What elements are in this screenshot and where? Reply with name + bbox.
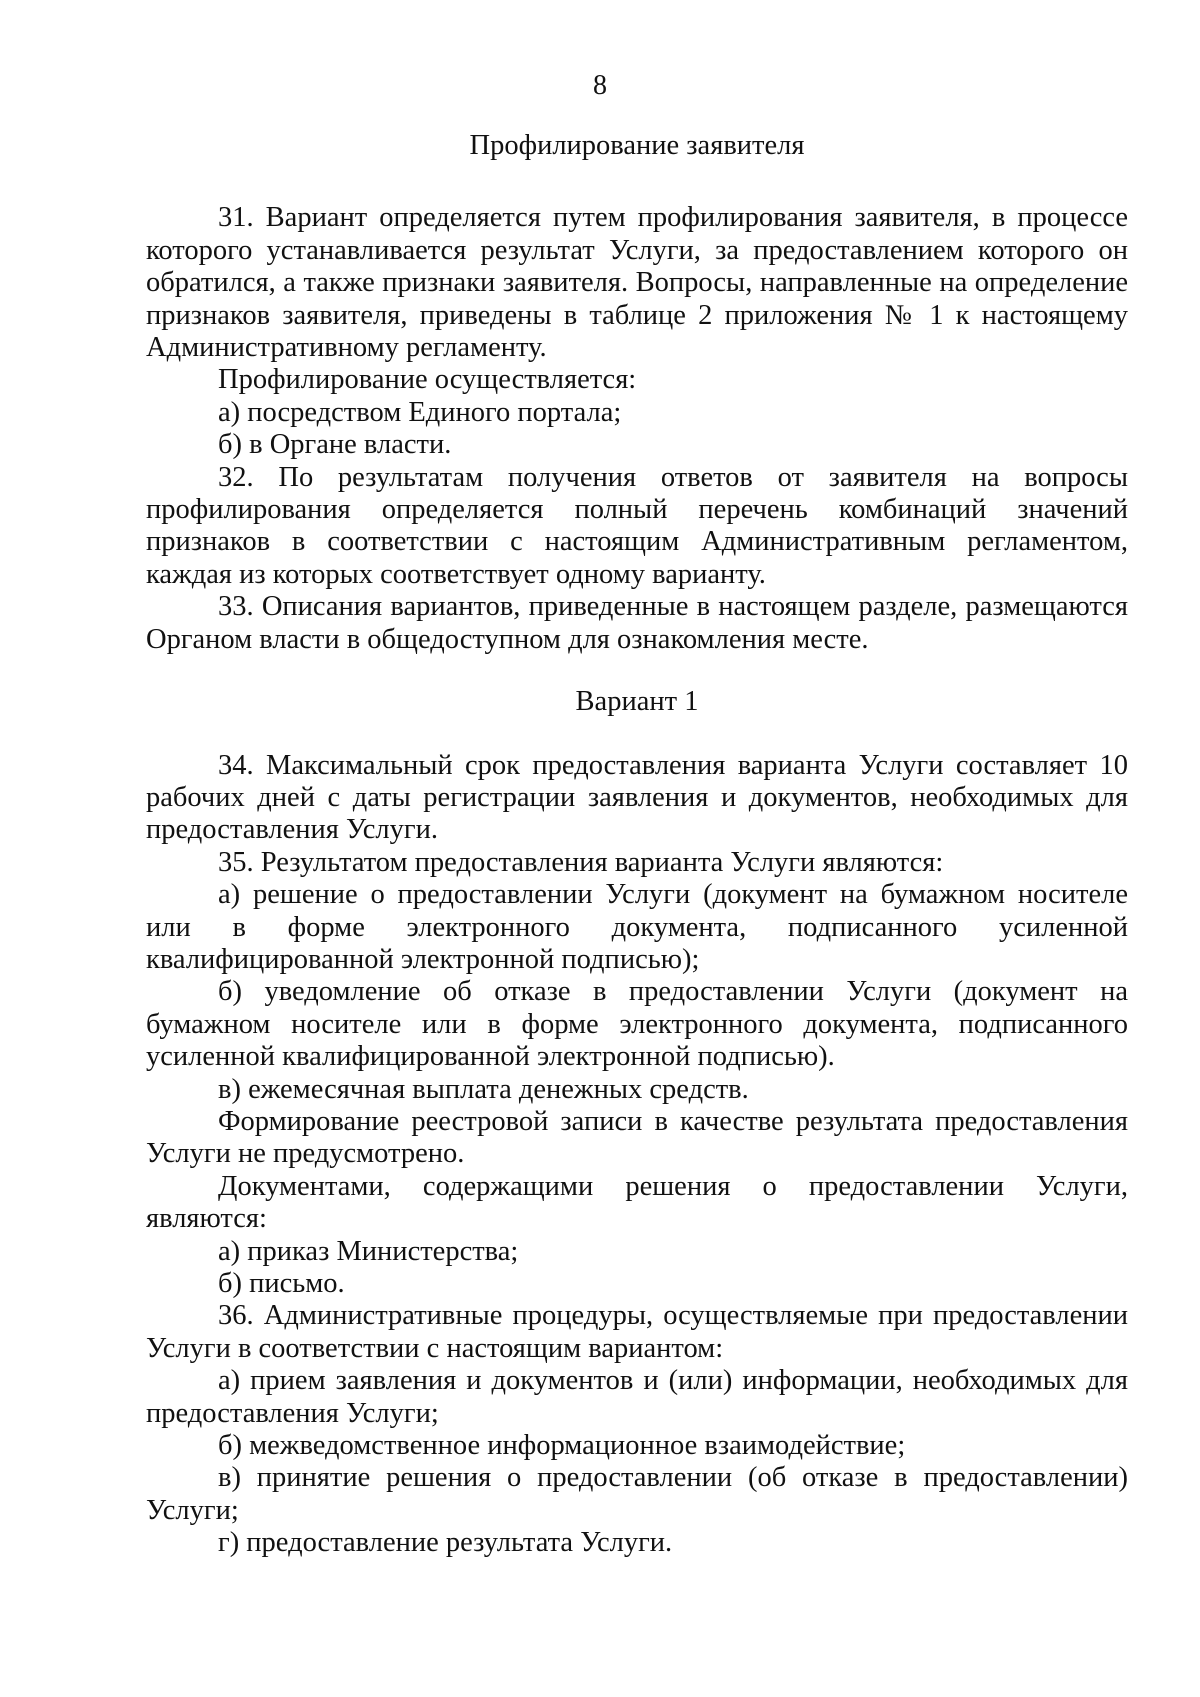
paragraph-36: 36. Административные процедуры, осуществляемые при предоставлении Услуги в соответствии с настоящим вариантом:	[146, 1300, 1128, 1364]
paragraph-profiling-portal: а) посредством Единого портала;	[218, 396, 622, 428]
section-paragraphs	[146, 202, 1128, 656]
paragraph-35-a: а) решение о предоставлении Услуги (документ на бумажном носителе или в форме электронного документа, подписанного усиленной квалифицированной электронной подписью);	[146, 879, 1128, 975]
paragraph-35-c: в) ежемесячная выплата денежных средств.	[218, 1073, 749, 1105]
paragraph-decision-documents: Документами, содержащими решения о предоставлении Услуги, являются:	[146, 1170, 1128, 1235]
paragraph-35-b: б) уведомление об отказе в предоставлении Услуги (документ на бумажном носителе или в форме электронного документа, подписанного усиленной квалифицированной электронной подписью).	[146, 976, 1128, 1073]
paragraph-36-d: г) предоставление результата Услуги.	[218, 1527, 673, 1559]
paragraph-32: 32. По результатам получения ответов от заявителя на вопросы профилирования определяется полный перечень комбинаций значений признаков в соответствии с настоящим Административным регламентом, каждая из которых соответствует одному варианту.	[146, 461, 1128, 590]
paragraph-36-a: а) прием заявления и документов и (или) информации, необходимых для предоставления Услуги;	[146, 1365, 1128, 1429]
variant-paragraphs	[146, 750, 1128, 1560]
paragraph-profiling-intro: Профилирование осуществляется:	[218, 364, 637, 396]
paragraph-34: 34. Максимальный срок предоставления варианта Услуги составляет 10 рабочих дней с даты регистрации заявления и документов, необходимых для предоставления Услуги.	[146, 749, 1128, 846]
section-heading: Профилирование заявителя	[469, 130, 805, 161]
variant-heading: Вариант 1	[575, 686, 699, 718]
paragraph-decision-letter: б) письмо.	[218, 1268, 345, 1299]
page-number: 8	[593, 70, 607, 101]
paragraph-decision-order: а) приказ Министерства;	[218, 1235, 519, 1267]
document-body	[146, 130, 1128, 1560]
paragraph-33: 33. Описания вариантов, приведенные в настоящем разделе, размещаются Органом власти в общедоступном для ознакомления месте.	[146, 591, 1128, 655]
paragraph-31: 31. Вариант определяется путем профилирования заявителя, в процессе которого устанавливается результат Услуги, за предоставлением которого он обратился, а также признаки заявителя. Вопросы, направленные на определение признаков заявителя, приведены в таблице 2 приложения № 1 к настоящему Административному регламенту.	[146, 202, 1128, 364]
paragraph-36-b: б) межведомственное информационное взаимодействие;	[218, 1430, 906, 1462]
paragraph-35: 35. Результатом предоставления варианта Услуги являются:	[218, 846, 944, 878]
paragraph-36-c: в) принятие решения о предоставлении (об отказе в предоставлении) Услуги;	[146, 1462, 1128, 1526]
paragraph-profiling-authority: б) в Органе власти.	[218, 429, 452, 461]
paragraph-registry-record: Формирование реестровой записи в качестве результата предоставления Услуги не предусмотрено.	[146, 1105, 1128, 1170]
